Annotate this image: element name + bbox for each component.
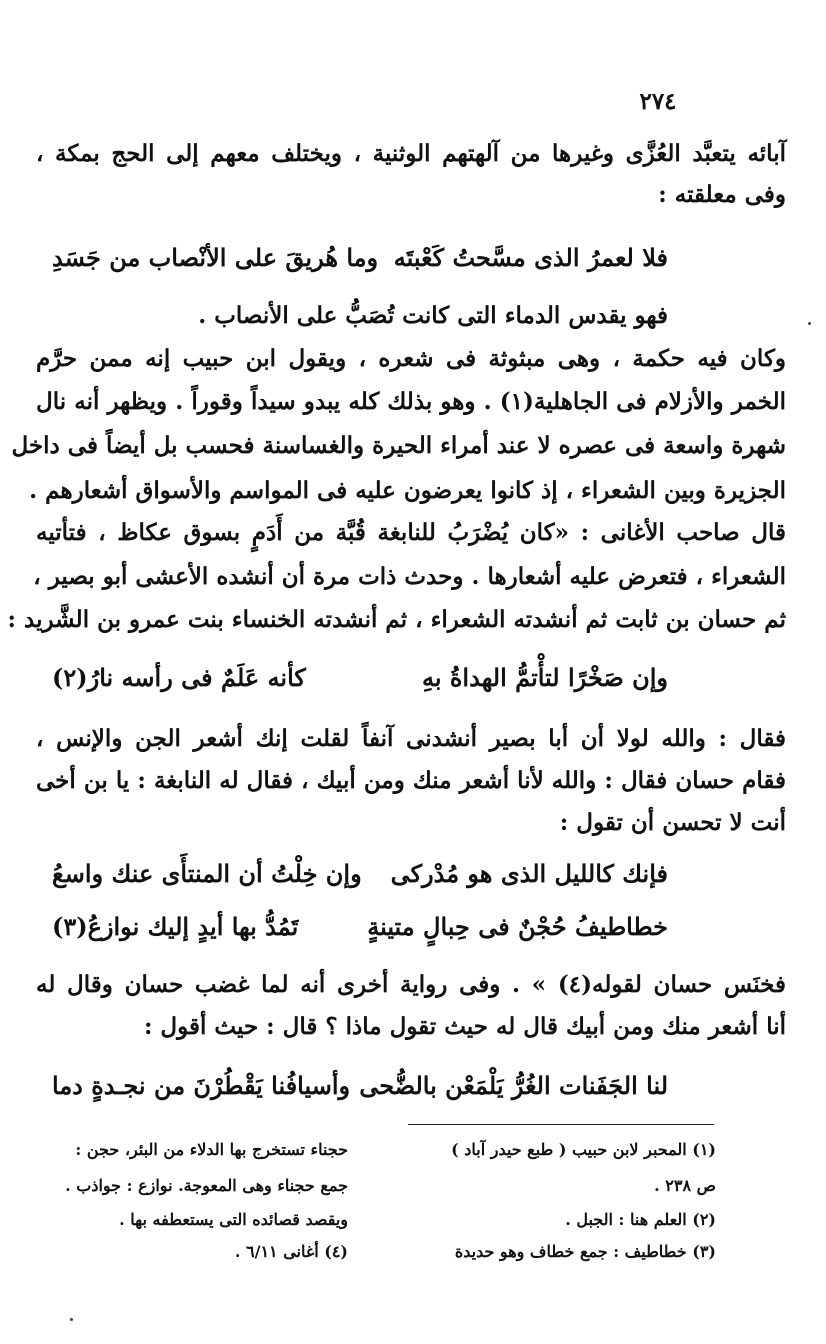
footnote-line: (٢) العلم هنا : الجبل . <box>565 1210 716 1229</box>
body-line: الجزيرة وبين الشعراء ، إذ كانوا يعرضون عليه فى المواسم والأسواق أشعارهم . <box>29 477 786 504</box>
body-line: فهو يقدس الدماء التى كانت تُصَبُّ على الأنصاب . <box>198 302 668 329</box>
body-line: فقال : والله لولا أن أبا بصير أنشدنى آنفاً لقلت إنك أشعر الجن والإنس ، <box>36 725 786 752</box>
footnote-separator <box>408 1124 714 1125</box>
verse-first-hemistich: لنا الجَفَنات الغُرُّ يَلْمَعْن بالضُّحى <box>359 1071 668 1100</box>
footnote-line: جمع حجناء وهى المعوجة. نوازع : جواذب . <box>65 1176 348 1195</box>
body-line: فقام حسان فقال : والله لأنا أشعر منك ومن أبيك ، فقال له النابغة : يا بن أخى <box>36 767 786 794</box>
verse-first-hemistich: فلا لعمرُ الذى مسَّحتُ كَعْبتَه <box>393 243 668 272</box>
page-number: ٢٧٤ <box>639 88 677 115</box>
verse-second-hemistich: كأنه عَلَمٌ فى رأسه نارُ(٢) <box>52 663 306 692</box>
body-line: وكان فيه حكمة ، وهى مبثوثة فى شعره ، ويقول ابن حبيب إنه ممن حرَّم <box>36 345 786 372</box>
body-line: أنت لا تحسن أن تقول : <box>559 809 786 836</box>
verse-second-hemistich: وإن خِلْتُ أن المنتأَى عنك واسعُ <box>52 859 362 888</box>
footnote-line: ص ٢٣٨ . <box>654 1176 716 1195</box>
verse-second-hemistich: وأسيافُنا يَقْطُرْنَ من نجـدةٍ دما <box>52 1071 351 1100</box>
verse-first-hemistich: خطاطيفُ حُجْنٌ فى حِبالٍ متينةٍ <box>367 912 668 941</box>
footnote-line: (١) المحبر لابن حبيب ( طبع حيدر آباد ) <box>451 1140 716 1159</box>
scan-speck <box>808 322 811 325</box>
footnote-line: ويقصد قصائده التى يستعطفه بها . <box>119 1210 348 1229</box>
verse-second-hemistich: وما هُريقَ على الأنْصاب من جَسَدِ <box>52 243 379 272</box>
verse-second-hemistich: تَمُدُّ بها أيدٍ إليك نوازعُ(٣) <box>52 912 299 941</box>
footnote-line: (٤) أغانى ٦/١١ . <box>234 1242 348 1261</box>
body-line: آبائه يتعبَّد العُزَّى وغيرها من آلهتهم الوثنية ، ويختلف معهم إلى الحج بمكة ، <box>36 140 786 167</box>
body-line: قال صاحب الأغانى : «كان يُضْرَبُ للنابغة قُبَّة من أَدَمٍ بسوق عكاظ ، فتأتيه <box>36 519 786 546</box>
body-line: الخمر والأزلام فى الجاهلية(١) . وهو بذلك كله يبدو سيداً وقوراً . ويظهر أنه نال <box>36 388 786 415</box>
body-line: شهرة واسعة فى عصره لا عند أمراء الحيرة والغساسنة فحسب بل أيضاً فى داخل <box>11 432 786 459</box>
scan-speck <box>70 1318 73 1321</box>
footnote-line: (٣) خطاطيف : جمع خطاف وهو حديدة <box>454 1242 716 1261</box>
footnote-line: حجناء تستخرج بها الدلاء من البئر، حجن : <box>75 1140 348 1159</box>
verse-first-hemistich: وإن صَخْرًا لتأْتمُّ الهداةُ بهِ <box>421 663 668 692</box>
body-line: الشعراء ، فتعرض عليه أشعارها . وحدث ذات مرة أن أنشده الأعشى أبو بصير ، <box>33 563 786 590</box>
verse-first-hemistich: فإنك كالليل الذى هو مُدْركى <box>390 859 668 888</box>
body-line: فخنَس حسان لقوله(٤) » . وفى رواية أخرى أنه لما غضب حسان وقال له <box>36 971 787 998</box>
body-line: ثم حسان بن ثابت ثم أنشدته الشعراء ، ثم أنشدته الخنساء بنت عمرو بن الشَّريد : <box>7 606 786 633</box>
body-line: أنا أشعر منك ومن أبيك قال له حيث تقول ماذا ؟ قال : حيث أقول : <box>143 1013 786 1040</box>
body-line: وفى معلقته : <box>658 181 786 208</box>
